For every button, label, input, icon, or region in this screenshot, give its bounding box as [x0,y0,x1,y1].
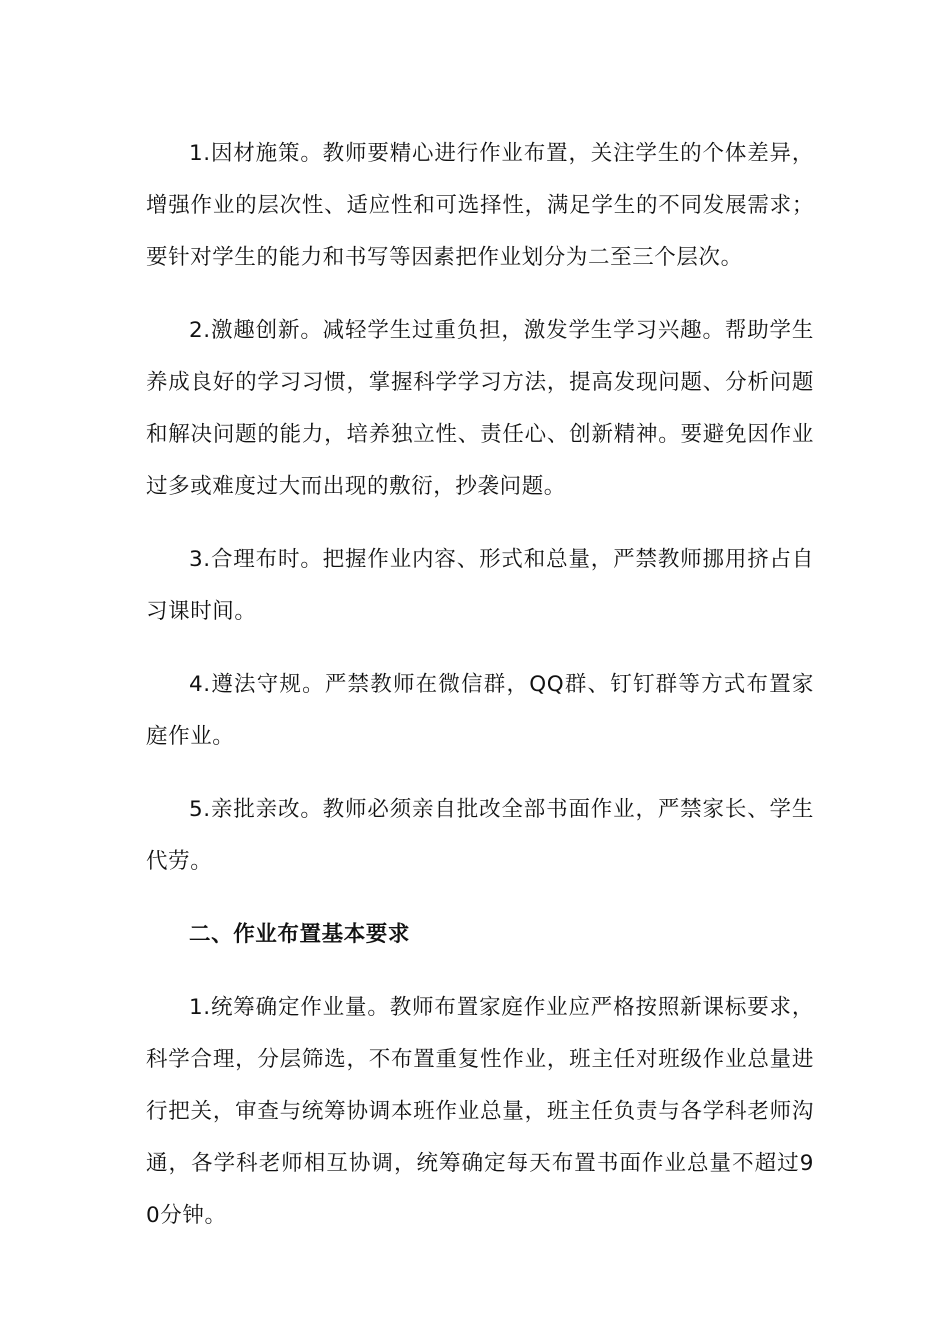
paragraph-inspire-innovation: 2.激趣创新。减轻学生过重负担，激发学生学习兴趣。帮助学生养成良好的学习习惯，掌握科学学习方法，提高发现问题、分析问题和解决问题的能力，培养独立性、责任心、创新精神。要避免因作业过多或难度过大而出现的敷衍，抄袭问题。 [146,318,814,499]
paragraph-workload-coordination: 1.统筹确定作业量。教师布置家庭作业应严格按照新课标要求，科学合理，分层筛选，不布置重复性作业，班主任对班级作业总量进行把关，审查与统筹协调本班作业总量，班主任负责与各学科老师沟通，各学科老师相互协调，统筹确定每天布置书面作业总量不超过90分钟。 [146,995,814,1228]
section-heading: 二、作业布置基本要求 [189,922,411,947]
document-body [146,128,814,1263]
paragraph-differentiated-assignments: 1.因材施策。教师要精心进行作业布置，关注学生的个体差异，增强作业的层次性、适应性和可选择性，满足学生的不同发展需求；要针对学生的能力和书写等因素把作业划分为二至三个层次。 [146,141,814,270]
paragraph-follow-rules: 4.遵法守规。严禁教师在微信群，QQ群、钉钉群等方式布置家庭作业。 [146,672,814,749]
paragraph-reasonable-time: 3.合理布时。把握作业内容、形式和总量，严禁教师挪用挤占自习课时间。 [146,547,814,624]
paragraph-personal-grading: 5.亲批亲改。教师必须亲自批改全部书面作业，严禁家长、学生代劳。 [146,797,814,874]
